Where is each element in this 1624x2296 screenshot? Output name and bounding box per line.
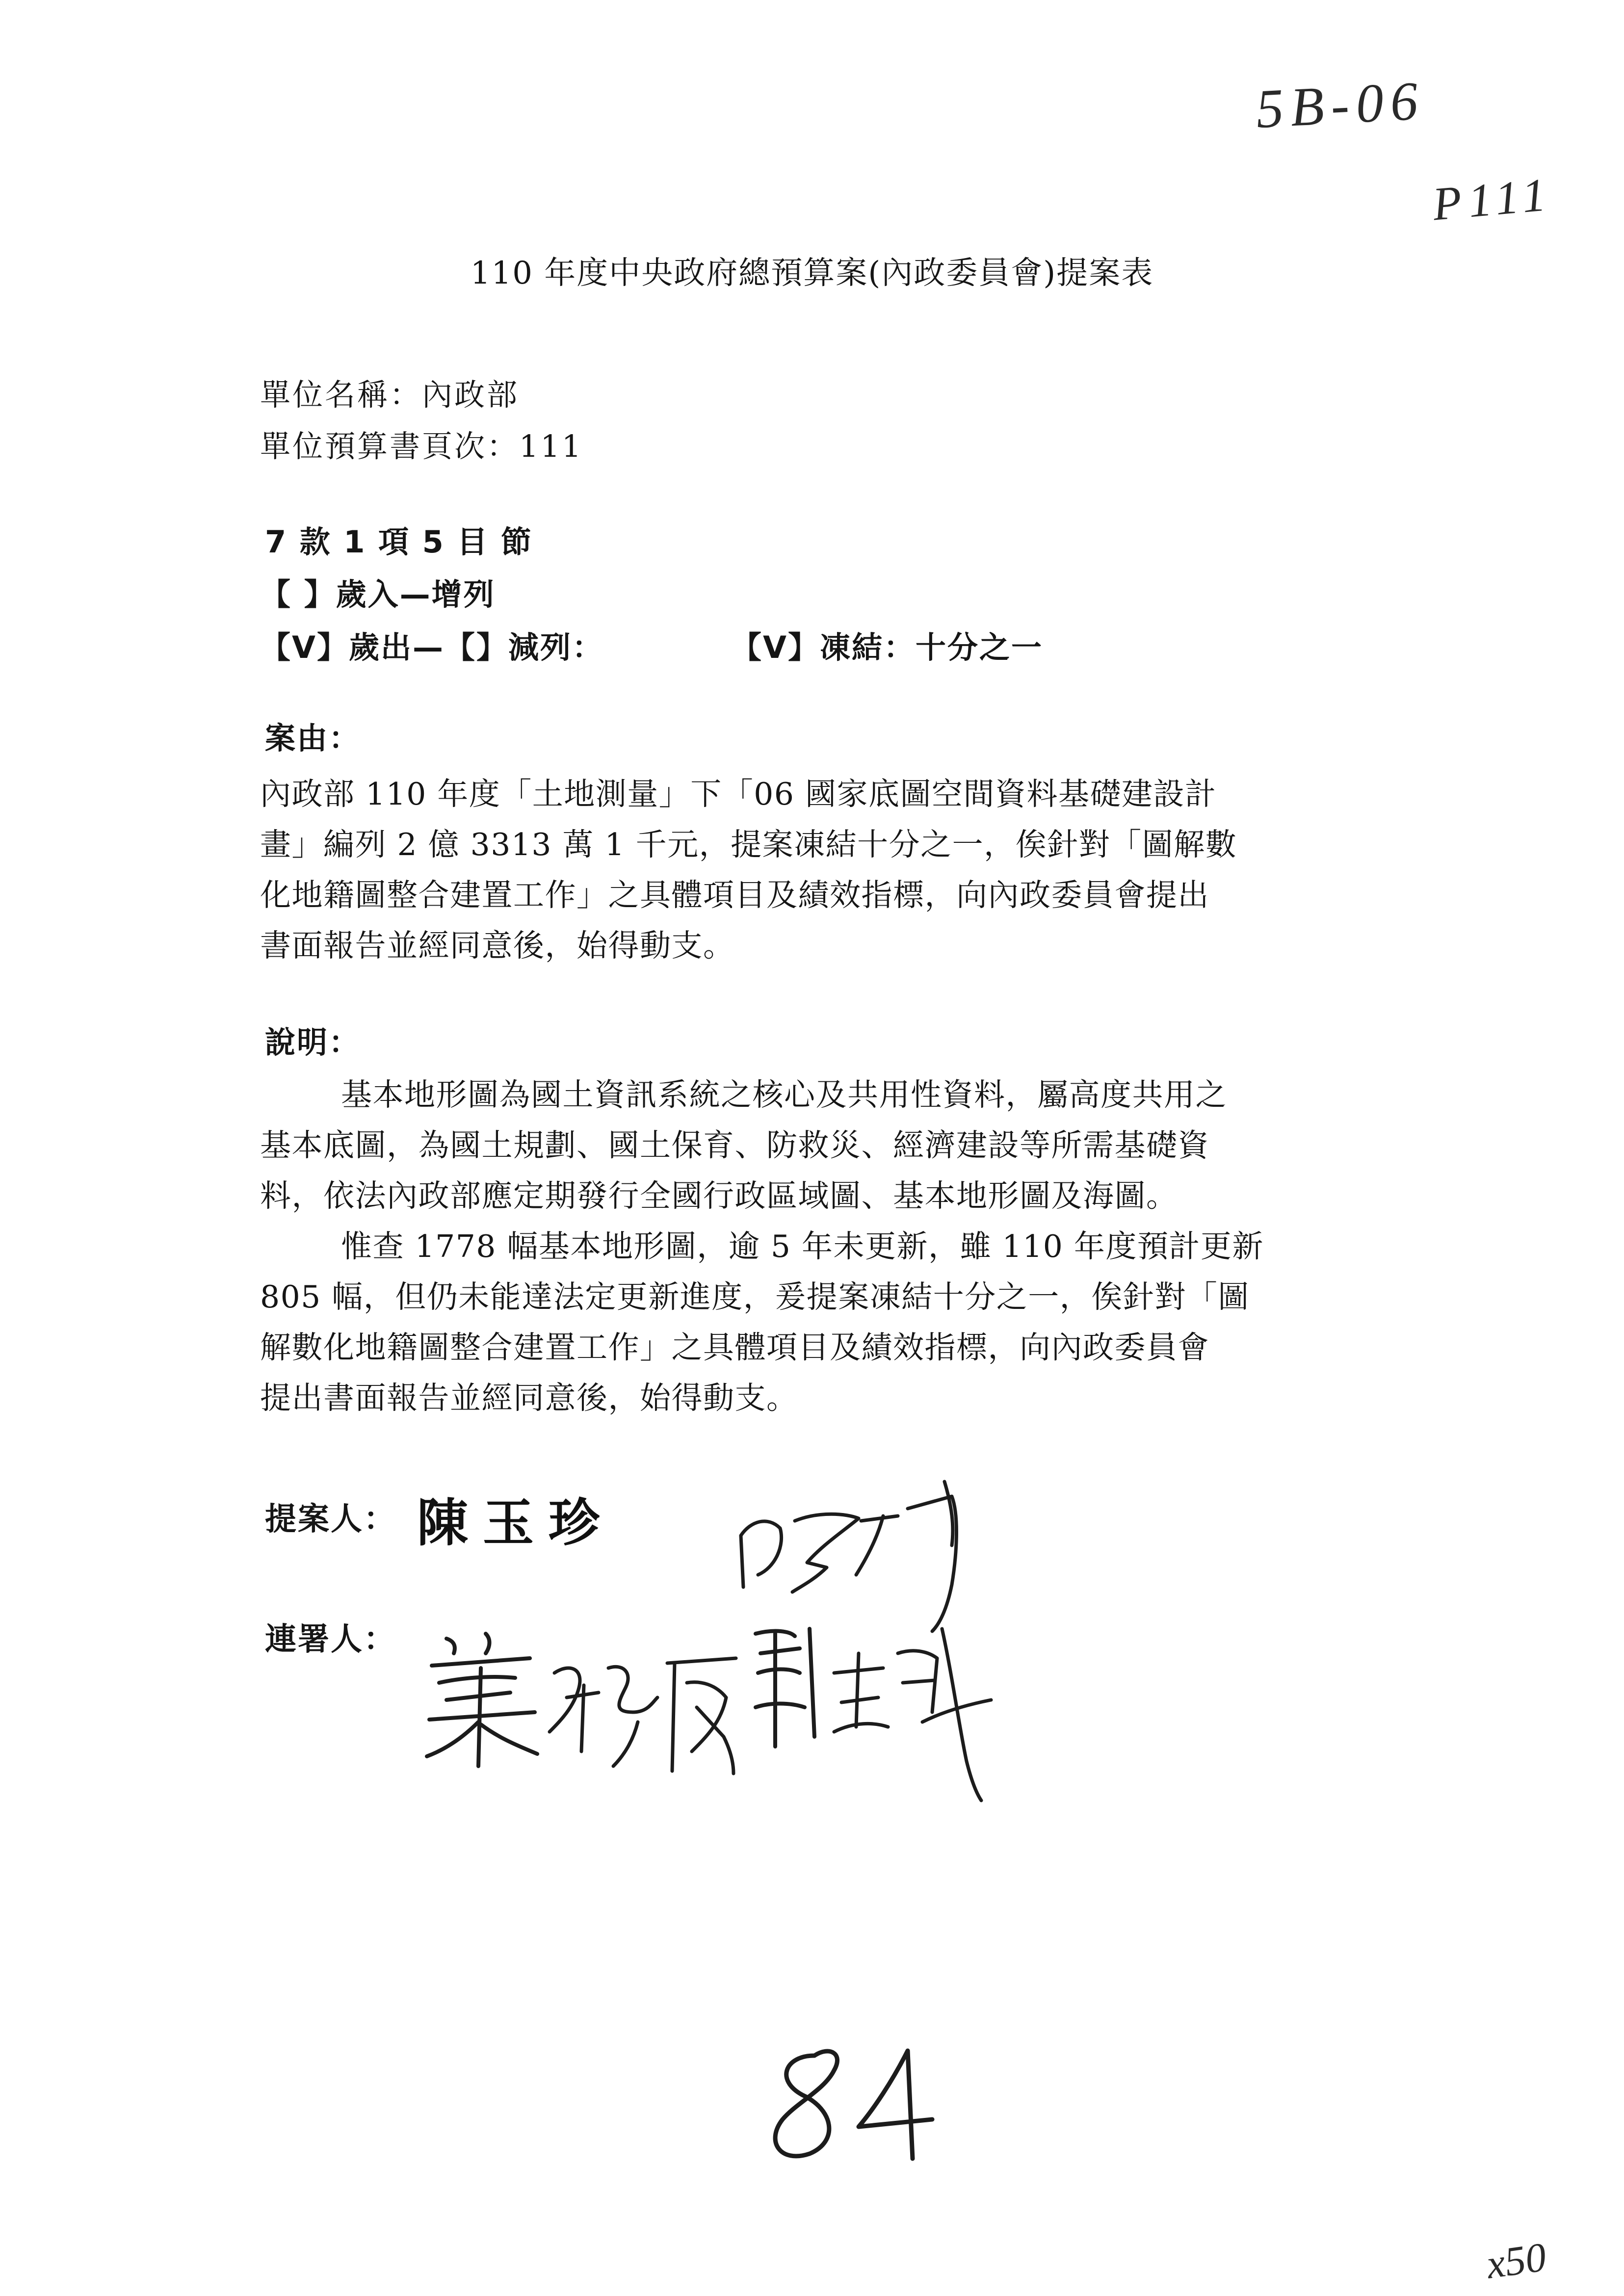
unit-budget-page-line: 單位預算書頁次：111 (260, 428, 583, 464)
page-ref-note: P111 (1430, 167, 1555, 231)
cosigner-signature-3 (736, 1599, 1011, 1805)
reason-line: 化地籍圖整合建置工作」之具體項目及績效指標，向內政委員會提出 (260, 877, 1209, 913)
reason-line: 書面報告並經同意後，始得動支。 (260, 928, 735, 964)
reference-code-note: 5B-06 (1254, 70, 1426, 140)
explanation-paragraph-1 (260, 1070, 1393, 1221)
explanation-line: 料，依法內政部應定期發行全國行政區域圖、基本地形圖及海圖。 (260, 1178, 1178, 1214)
reason-paragraph (260, 769, 1393, 971)
proposer-label: 提案人： (265, 1501, 396, 1538)
corner-mark: x50 (1484, 2234, 1549, 2288)
revenue-increase-line: 【 】歲入—增列 (260, 576, 496, 612)
explanation-line: 基本底圖，為國土規劃、國土保育、防救災、經濟建設等所需基礎資 (260, 1127, 1209, 1163)
cosigner-label: 連署人： (265, 1621, 396, 1658)
proposer-name: 陳玉珍 (417, 1493, 615, 1553)
unit-name-line: 單位名稱：內政部 (260, 377, 520, 413)
explanation-line: 提出書面報告並經同意後，始得動支。 (260, 1380, 798, 1416)
reason-heading: 案由： (265, 720, 361, 756)
explanation-line: 解數化地籍圖整合建置工作」之具體項目及績效指標，向內政委員會 (260, 1330, 1209, 1365)
explanation-line: 基本地形圖為國土資訊系統之核心及共用性資料，屬高度共用之 (341, 1077, 1227, 1113)
cosigner-signature-1 (417, 1619, 545, 1776)
page-number-handwriting (756, 2036, 962, 2173)
budget-item-line: 7 款 1 項 5 目 節 (265, 524, 533, 560)
reason-line: 畫」編列 2 億 3313 萬 1 千元，提案凍結十分之一，俟針對「圖解數 (260, 827, 1237, 862)
explanation-line: 惟查 1778 幅基本地形圖，逾 5 年未更新，雖 110 年度預計更新 (341, 1228, 1264, 1264)
explanation-line: 805 幅，但仍未能達法定更新進度，爰提案凍結十分之一，俟針對「圖 (260, 1279, 1250, 1315)
explanation-heading: 說明： (265, 1024, 361, 1060)
explanation-paragraph-2 (260, 1221, 1393, 1423)
cosigner-signature-2 (540, 1639, 756, 1786)
expenditure-reduction-line: 【V】歲出—【】減列： (260, 629, 604, 665)
freeze-line: 【V】凍結：十分之一 (731, 629, 1043, 665)
reason-line: 內政部 110 年度「土地測量」下「06 國家底圖空間資料基礎建設計 (260, 776, 1217, 812)
form-title: 110 年度中央政府總預算案(內政委員會)提案表 (470, 255, 1154, 291)
